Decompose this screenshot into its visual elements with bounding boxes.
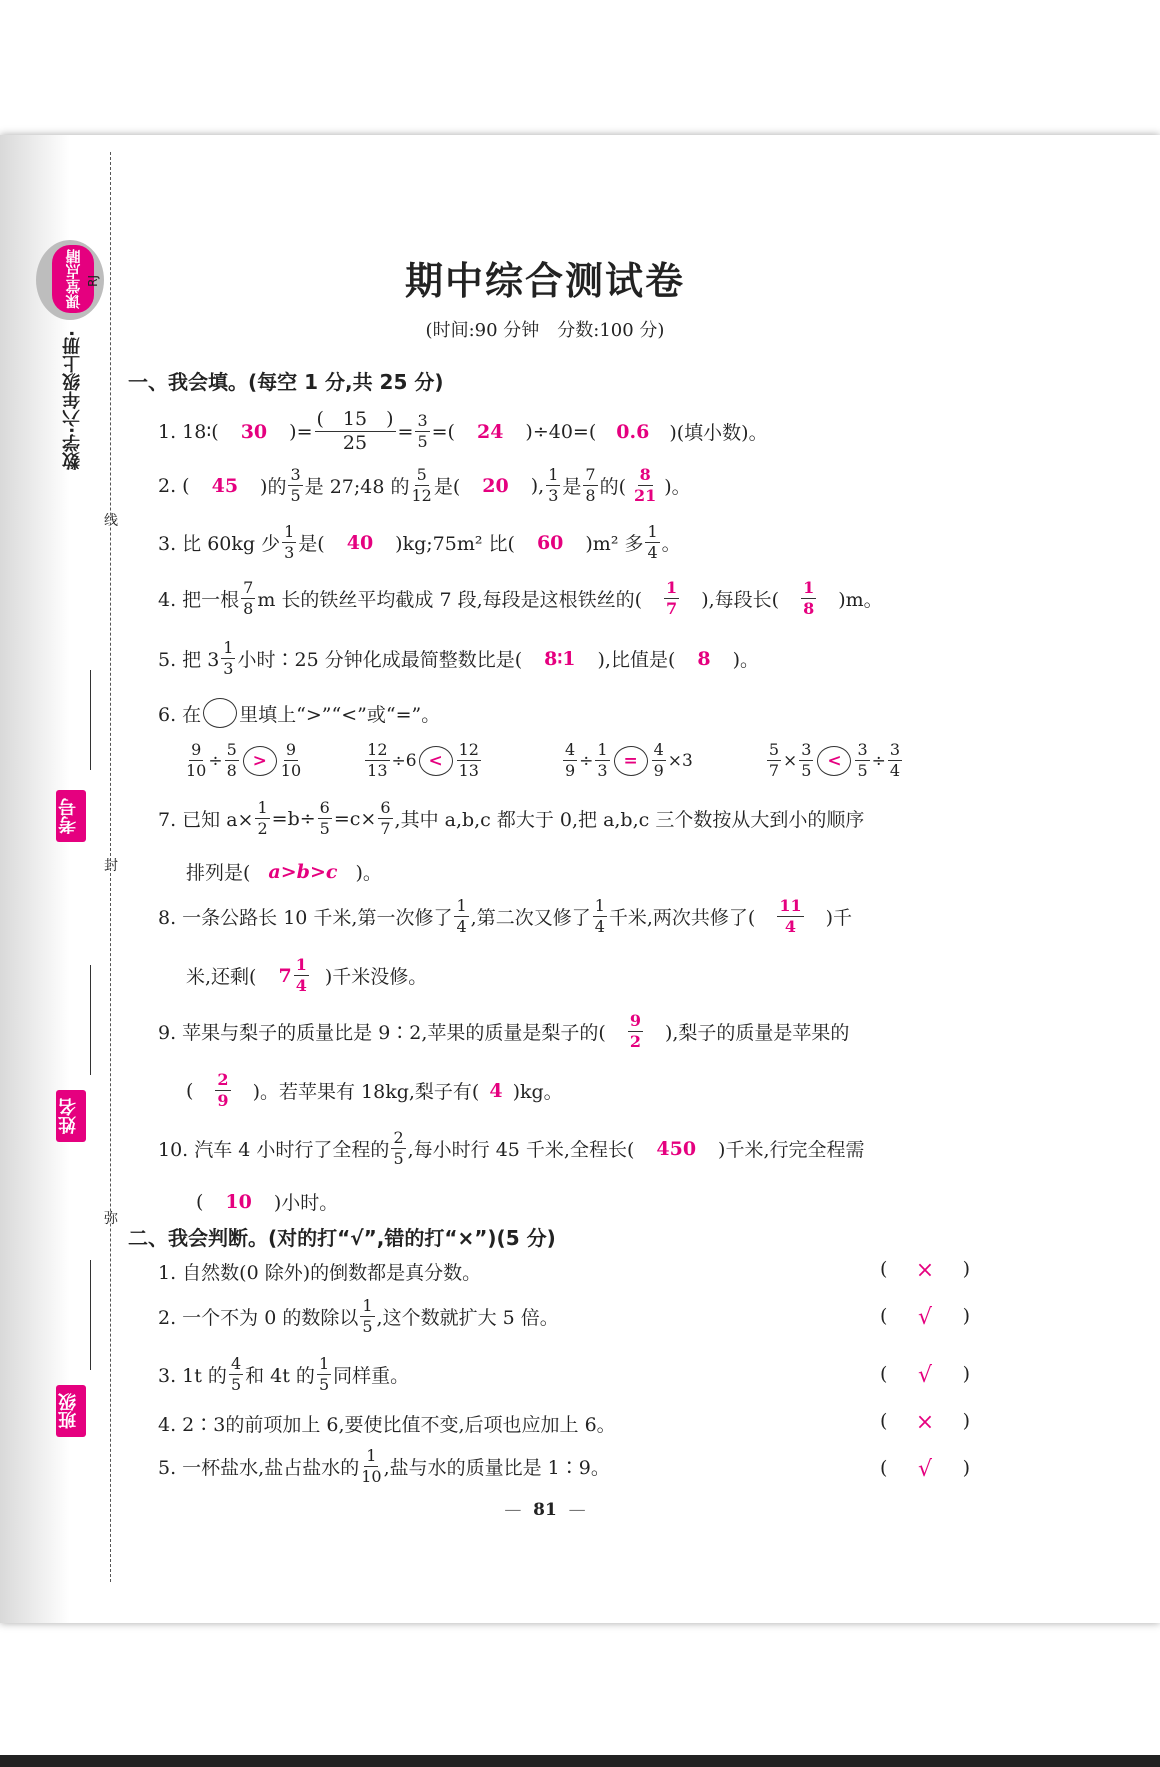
question-6-items: $\frac{9}{10}$ ÷ $\frac{5}{8}$ > $\frac{9}{10}$ $\frac{12}{13}$ ÷6 < $\frac{12}{13}$ $\frac{4}{9}$ ÷ $\frac{1}{3}$ = $\frac{4}{9}$ ×3 $\frac{5}{7}$ × $\frac{3}{5}$ < $\frac{3}{5}$ ÷ $\frac{3}{4}$ bbox=[186, 740, 901, 780]
question-7-line2: 排列是( a>b>c )。 bbox=[186, 860, 382, 884]
section2-heading: 二、我会判断。(对的打“√”,错的打“×”)(5 分) bbox=[128, 1226, 556, 1250]
brand-logo: 课堂点睛 bbox=[52, 245, 94, 313]
question-6: 6. 在 里填上“>”“<”或“=”。 bbox=[158, 698, 440, 728]
page-title: 期中综合测试卷 bbox=[404, 258, 685, 303]
section1-heading: 一、我会填。(每空 1 分,共 25 分) bbox=[128, 370, 444, 394]
judge-item-3: 3. 1t 的 $\frac{4}{5}$ 和 4t 的 $\frac{1}{5}$ 同样重。 bbox=[158, 1354, 410, 1394]
field-line-name bbox=[90, 965, 91, 1075]
label-name: 姓名 bbox=[56, 1090, 86, 1142]
label-class: 班级 bbox=[56, 1385, 86, 1437]
question-8-line2: 米,还剩( 7 $\frac{1}{4}$ )千米没修。 bbox=[186, 955, 428, 995]
question-9: 9. 苹果与梨子的质量比是 9∶2,苹果的质量是梨子的( $\frac{9}{2}$ ),梨子的质量是苹果的 bbox=[158, 1011, 850, 1051]
judge-item-4: 4. 2∶3的前项加上 6,要使比值不变,后项也应加上 6。 bbox=[158, 1414, 616, 1436]
question-7: 7. 已知 a× $\frac{1}{2}$ =b÷ $\frac{6}{5}$ =c× $\frac{6}{7}$ ,其中 a,b,c 都大于 0,把 a,b,c 三个数按从大到小的顺序 bbox=[158, 798, 865, 838]
field-line-class bbox=[90, 1260, 91, 1370]
question-2: 2. ( 45 )的 $\frac{3}{5}$ 是 27;48 的 $\frac{5}{12}$ 是( 20 ), $\frac{1}{3}$ 是 $\frac{7}{8}$ 的( $\frac{8}{21}$ )。 bbox=[158, 465, 691, 505]
mark-line: 线 bbox=[104, 513, 118, 529]
judge-answer-4: ( × ) bbox=[880, 1410, 970, 1435]
exam-page bbox=[0, 135, 1160, 1623]
compare-circle-icon bbox=[203, 698, 237, 728]
question-4: 4. 把一根 $\frac{7}{8}$ m 长的铁丝平均截成 7 段,每段是这根铁丝的( $\frac{1}{7}$ ),每段长( $\frac{1}{8}$ )m。 bbox=[158, 578, 883, 618]
judge-answer-1: ( × ) bbox=[880, 1258, 970, 1283]
question-9-line2: ( $\frac{2}{9}$ )。若苹果有 18kg,梨子有( 4 )kg。 bbox=[186, 1070, 563, 1110]
question-3: 3. 比 60kg 少 $\frac{1}{3}$ 是( 40 )kg;75m² 比( 60 )m² 多 $\frac{1}{4}$ 。 bbox=[158, 522, 681, 562]
question-1: 1. 18∶( 30 )= $\frac{( 15 )}{25}$ = $\frac{3}{5}$ =( 24 )÷40=( 0.6 )(填小数)。 bbox=[158, 408, 768, 454]
judge-item-2: 2. 一个不为 0 的数除以 $\frac{1}{5}$ ,这个数就扩大 5 倍。 bbox=[158, 1296, 559, 1336]
question-10: 10. 汽车 4 小时行了全程的 $\frac{2}{5}$ ,每小时行 45 千米,全程长( 450 )千米,行完全程需 bbox=[158, 1128, 865, 1168]
judge-answer-5: ( √ ) bbox=[880, 1457, 970, 1482]
judge-item-5: 5. 一杯盐水,盐占盐水的 $\frac{1}{10}$ ,盐与水的质量比是 1∶9。 bbox=[158, 1446, 610, 1486]
series-label: 数学·六年级上册· bbox=[62, 330, 83, 470]
field-line-id bbox=[90, 670, 91, 770]
page-subtitle: (时间:90 分钟 分数:100 分) bbox=[425, 320, 665, 341]
label-exam-no: 考号 bbox=[56, 790, 86, 842]
judge-answer-2: ( √ ) bbox=[880, 1305, 970, 1330]
question-10-line2: ( 10 )小时。 bbox=[196, 1190, 339, 1214]
judge-item-1: 1. 自然数(0 除外)的倒数都是真分数。 bbox=[158, 1262, 482, 1284]
mark-seal: 封 bbox=[104, 858, 118, 874]
page-number: — 81 — bbox=[504, 1500, 586, 1520]
edition-label: RJ bbox=[86, 275, 100, 287]
judge-answer-3: ( √ ) bbox=[880, 1363, 970, 1388]
question-8: 8. 一条公路长 10 千米,第一次修了 $\frac{1}{4}$ ,第二次又修了 $\frac{1}{4}$ 千米,两次共修了( $\frac{11}{4}$ )千 bbox=[158, 896, 853, 936]
question-5: 5. 把 3 $\frac{1}{3}$ 小时∶25 分钟化成最简整数比是( 8∶1 ),比值是( 8 )。 bbox=[158, 638, 760, 678]
bottom-bar bbox=[0, 1755, 1160, 1767]
mark-mi: 弥 bbox=[104, 1211, 118, 1227]
